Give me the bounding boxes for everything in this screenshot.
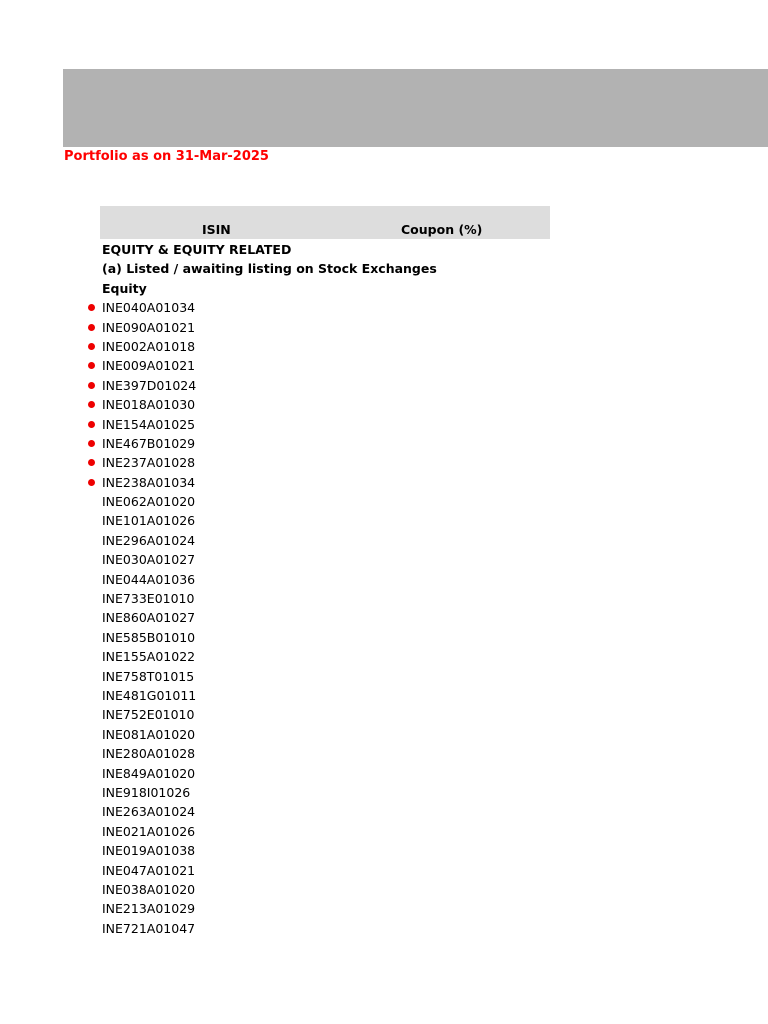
table-row <box>0 550 768 569</box>
isin-cell: INE018A01030 <box>102 397 196 413</box>
bullet-marker-icon <box>88 343 95 350</box>
isin-cell: INE044A01036 <box>102 571 196 587</box>
table-row <box>0 705 768 724</box>
table-row <box>0 511 768 530</box>
isin-cell: INE002A01018 <box>102 338 196 354</box>
isin-cell: INE585B01010 <box>102 629 196 645</box>
table-row <box>0 667 768 686</box>
table-row <box>0 492 768 511</box>
section-heading <box>0 240 768 259</box>
isin-cell: INE918I01026 <box>102 784 191 800</box>
table-row <box>0 725 768 744</box>
table-row <box>0 318 768 337</box>
isin-cell: INE752E01010 <box>102 707 195 723</box>
isin-cell: INE849A01020 <box>102 765 196 781</box>
bullet-marker-icon <box>88 362 95 369</box>
table-header <box>100 206 550 239</box>
isin-cell: INE101A01026 <box>102 513 196 529</box>
table-row <box>0 570 768 589</box>
isin-cell: INE021A01026 <box>102 823 196 839</box>
isin-cell: INE758T01015 <box>102 668 195 684</box>
isin-cell: INE040A01034 <box>102 300 196 316</box>
bullet-marker-icon <box>88 479 95 486</box>
bullet-marker-icon <box>88 401 95 408</box>
bullet-marker-icon <box>88 304 95 311</box>
header-banner <box>63 69 768 147</box>
table-row <box>0 686 768 705</box>
isin-cell: INE009A01021 <box>102 358 196 374</box>
table-row <box>0 899 768 918</box>
table-row <box>0 628 768 647</box>
section-label: Equity <box>102 280 147 296</box>
isin-cell: INE860A01027 <box>102 610 196 626</box>
section-label: (a) Listed / awaiting listing on Stock Exchanges <box>102 261 437 277</box>
isin-cell: INE263A01024 <box>102 804 196 820</box>
isin-cell: INE237A01028 <box>102 455 196 471</box>
table-row <box>0 861 768 880</box>
bullet-marker-icon <box>88 421 95 428</box>
isin-cell: INE238A01034 <box>102 474 196 490</box>
table-row <box>0 473 768 492</box>
bullet-marker-icon <box>88 440 95 447</box>
table-row <box>0 337 768 356</box>
isin-cell: INE062A01020 <box>102 494 196 510</box>
table-row <box>0 764 768 783</box>
portfolio-title: Portfolio as on 31-Mar-2025 <box>64 149 269 164</box>
table-row <box>0 822 768 841</box>
isin-cell: INE467B01029 <box>102 435 196 451</box>
isin-cell: INE019A01038 <box>102 843 196 859</box>
isin-cell: INE030A01027 <box>102 552 196 568</box>
isin-cell: INE721A01047 <box>102 920 196 936</box>
isin-cell: INE296A01024 <box>102 532 196 548</box>
table-row <box>0 802 768 821</box>
table-row <box>0 919 768 938</box>
table-row <box>0 434 768 453</box>
table-row <box>0 744 768 763</box>
section-label: EQUITY & EQUITY RELATED <box>102 242 292 257</box>
isin-cell: INE213A01029 <box>102 901 196 917</box>
table-row <box>0 298 768 317</box>
isin-cell: INE038A01020 <box>102 881 196 897</box>
isin-cell: INE154A01025 <box>102 416 196 432</box>
isin-cell: INE481G01011 <box>102 687 197 703</box>
isin-cell: INE280A01028 <box>102 746 196 762</box>
table-row <box>0 453 768 472</box>
table-row <box>0 608 768 627</box>
table-row <box>0 356 768 375</box>
table-row <box>0 415 768 434</box>
table-row <box>0 395 768 414</box>
bullet-marker-icon <box>88 382 95 389</box>
table-row <box>0 647 768 666</box>
table-row <box>0 783 768 802</box>
table-row <box>0 531 768 550</box>
isin-cell: INE733E01010 <box>102 591 195 607</box>
isin-cell: INE047A01021 <box>102 862 196 878</box>
bullet-marker-icon <box>88 459 95 466</box>
table-row <box>0 841 768 860</box>
column-header-isin: ISIN <box>202 222 231 237</box>
section-heading <box>0 279 768 298</box>
table-row <box>0 376 768 395</box>
table-row <box>0 880 768 899</box>
isin-cell: INE081A01020 <box>102 726 196 742</box>
section-heading <box>0 259 768 278</box>
column-header-coupon: Coupon (%) <box>401 222 483 237</box>
table-row <box>0 589 768 608</box>
holdings-list <box>0 240 768 938</box>
isin-cell: INE397D01024 <box>102 377 197 393</box>
isin-cell: INE090A01021 <box>102 319 196 335</box>
bullet-marker-icon <box>88 324 95 331</box>
isin-cell: INE155A01022 <box>102 649 196 665</box>
